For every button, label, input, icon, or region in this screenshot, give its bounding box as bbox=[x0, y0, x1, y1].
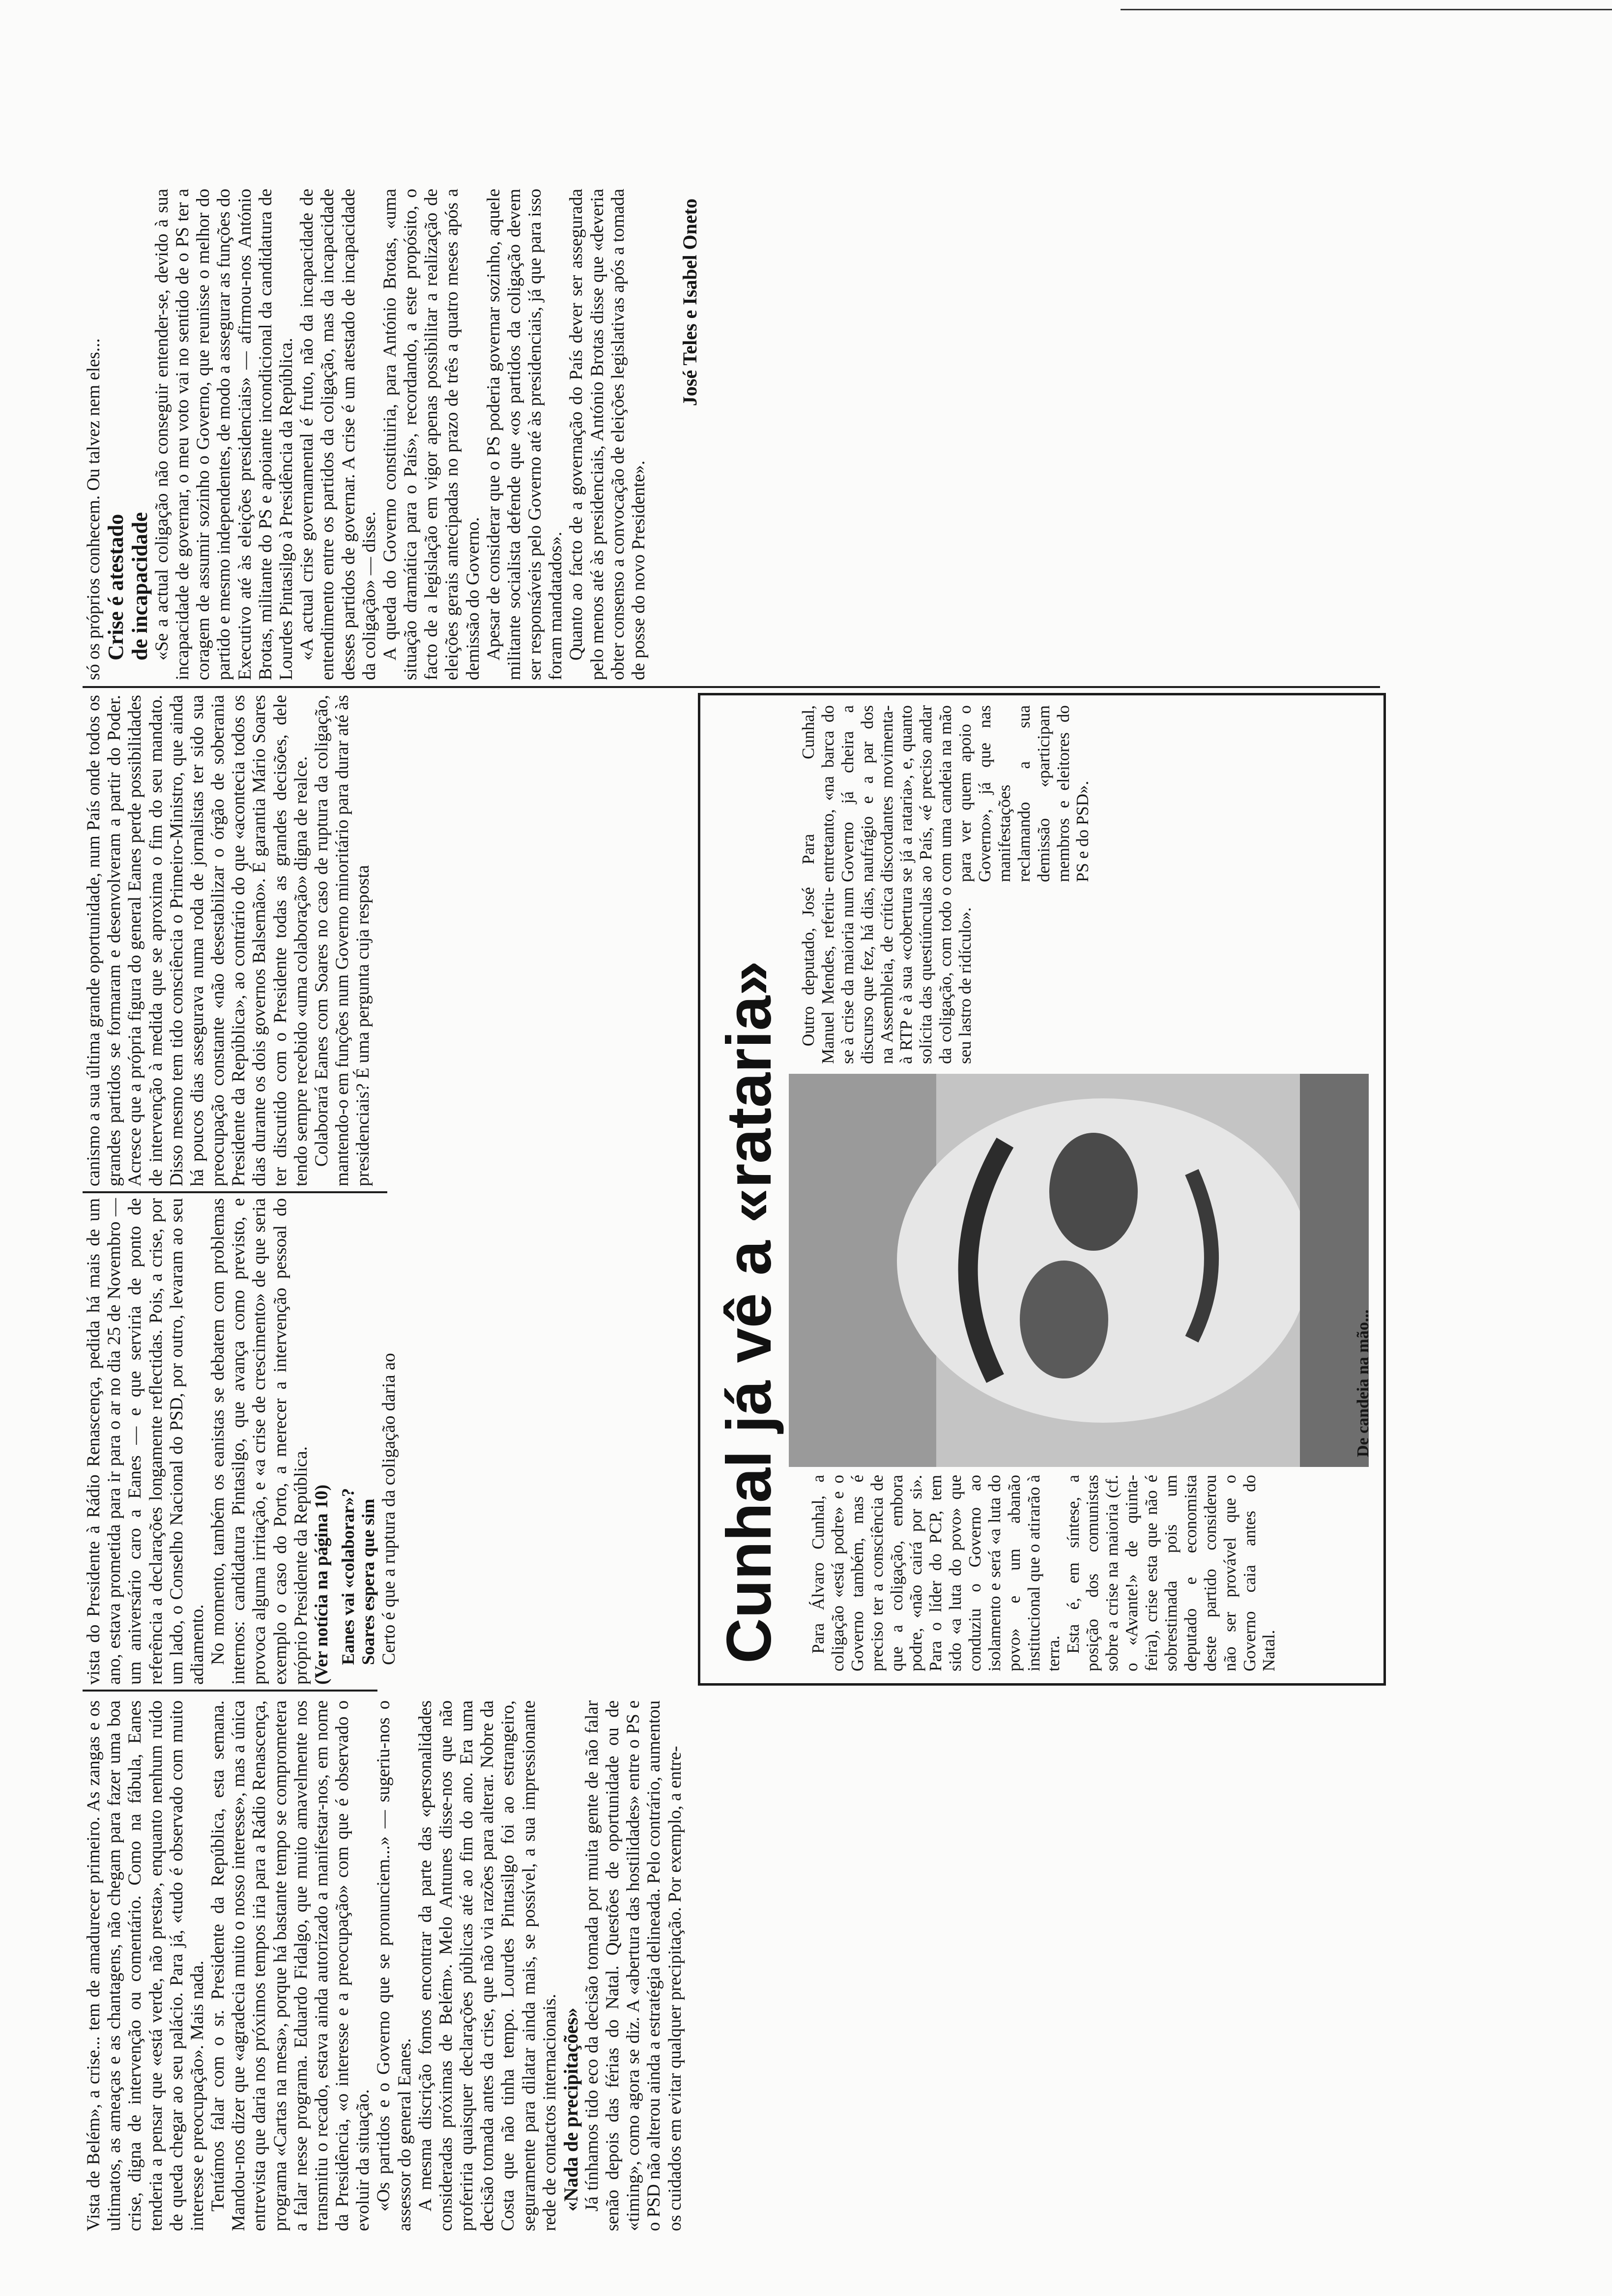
col4-paragraph-4: A queda do Governo constituiria, para António Brotas, «uma situação dramática para o País», recordando, a este propósito, o facto de a legislação em vigor apenas possibilitar a realização de eleições gerais antecipadas no prazo de três a quatro meses após a demissão do Governo. bbox=[379, 189, 483, 680]
column-2 bbox=[84, 1198, 575, 1685]
box-column-1 bbox=[808, 1475, 1374, 1671]
boxed-headline: Cunhal já vê a «rataria» bbox=[714, 960, 784, 1664]
rotated-article bbox=[69, 0, 1396, 2231]
col4-paragraph-2: «Se a actual coligação não conseguir entender-se, devido à sua incapacidade de governar, o meu voto vai no sentido de o PS ter a coragem de assumir sozinho o Governo, que reunisse o melhor do partido e mesmo independentes, de modo a assegurar as funções do Executivo até às eleições presidenciais» — afirmou-nos António Brotas, militante do PS e apoiante incondicional da candidatura de Lourdes Pintasilgo à Presidência da República. bbox=[151, 189, 296, 680]
box-column-3 bbox=[799, 705, 1374, 882]
col4-paragraph-3: «A actual crise governamental é fruto, não da incapacidade de entendimento entre os partidos da coligação, mas da incapacidade desses partidos de governar. A crise é um atestado de incapacidade da coligação» — disse. bbox=[297, 189, 379, 680]
column-1 bbox=[84, 1700, 685, 2231]
col3-paragraph-1: canismo a sua última grande oportunidade, num País onde todos os grandes partidos se formaram e desenvolveram a partir do Poder. Acresce que a própria figura do general Eanes perde possibilidades de intervenção à medida que se aproxima o fim do seu mandato. Disso mesmo tem tido consciência o Primeiro-Ministro, que ainda há poucos dias assegurava numa roda de jornalistas ter sido sua preocupação constante «não desestabilizar o órgão de soberania Presidente da República», ao contrário do que «acontecia todos os dias durante os dois governos Balsemão». É garantia Mário Soares ter discutido com o Presidente todas as grandes decisões, dele tendo sempre recebido «uma colaboração» digna de realce. bbox=[84, 695, 311, 1186]
col4-paragraph-1: só os próprios conhecem. Ou talvez nem eles... bbox=[84, 338, 104, 680]
box-paragraph-2: Esta é, em síntese, a posição dos comunistas sobre a crise na maioria (cf. o «Avante!» de quinta-feira), crise esta que não é sobrestimada pois um deputado e economista deste partido considerou não ser provável que o Governo caia antes do Natal. bbox=[1063, 1475, 1279, 1671]
col4-subhead-line-2: de incapacidade bbox=[127, 512, 152, 660]
portrait-photo bbox=[789, 1074, 1369, 1467]
column-3 bbox=[84, 695, 398, 1186]
col1-subheading: «Nada de precipitações» bbox=[559, 2008, 582, 2211]
photo-caption: De candeia na mão... bbox=[1354, 1309, 1372, 1457]
col1-paragraph-1: Vista de Belém», a crise... tem de amadurecer primeiro. As zangas e os ultimatos, as ameaças e as chantagens, não chegam para fazer uma boa crise, digna de intervenção ou comentário. Como na fábula, Eanes tenderia a pensar que «está verde, não presta», enquanto nenhum ruído de queda chegar ao seu palácio. Para já, «tudo é observado com muito interesse e preocupação». Mais nada. bbox=[84, 1700, 207, 2231]
col4-paragraph-6: Quanto ao facto de a governação do País dever ser assegurada pelo menos até às presidenciais, António Brotas disse que «deveria obter consenso a convocação de eleições legislativas após a tomada de posse do novo Presidente». bbox=[566, 189, 649, 680]
byline-signature: José Teles e Isabel Oneto bbox=[679, 199, 701, 406]
column-rule-3 bbox=[83, 686, 1380, 688]
box-paragraph-3: Outro deputado, José Manuel Mendes, referiu-se à crise da maioria num discurso que fez, há dias, na Assembleia, de crítica à RTP e à sua «cobertura solícita das questiúnculas da coligação, com todo o seu lastro de ridículo». bbox=[799, 887, 975, 1064]
col4-paragraph-5: Apesar de considerar que o PS poderia governar sozinho, aquele militante socialista defende que «os partidos da coligação devem ser responsáveis pelo Governo até às presidenciais, já que para isso foram mandatados». bbox=[483, 189, 566, 680]
col4-subhead-line-1: Crise é atestado bbox=[104, 514, 128, 660]
col3-paragraph-2: Colaborará Eanes com Soares no caso de ruptura da coligação, mantendo-o em funções num Governo minoritário para durar até às presidenciais? É uma pergunta cuja resposta bbox=[311, 695, 374, 1186]
col2-paragraph-3: Certo é que a ruptura da coligação daria ao bbox=[378, 1353, 399, 1665]
col2-paragraph-2: No momento, também os eanistas se debatem com problemas internos: candidatura Pintasilgo, que avança como previsto, e provoca alguma irritação, e «a crise de crescimento» de que seria exemplo o caso do Porto, a merecer a intervenção pessoal do próprio Presidente da República. bbox=[208, 1198, 311, 1685]
box-paragraph-4: Para Cunhal, entretanto, «na barca do Governo já cheira a naufrágio e a par dos discordantes movimenta-se já a rataria», e, quanto ao País, «é preciso andar com uma candeia na mão para ver quem apoio o Governo», já que nas manifestações reclamando a sua demissão «participam membros e eleitores do PS e do PSD». bbox=[799, 705, 1093, 882]
col2-kicker-2: Soares espera que sim bbox=[358, 1498, 378, 1665]
portrait-image bbox=[789, 1074, 1369, 1467]
column-rule-2 bbox=[83, 1191, 387, 1193]
col2-kicker-1: Eanes vai «colaborar»? bbox=[338, 1488, 358, 1665]
col1-paragraph-3: «Os partidos e o Governo que se pronunciem...» — sugeriu-nos o assessor do general Eanes. bbox=[374, 1700, 415, 2231]
box-column-2 bbox=[799, 887, 1374, 1064]
col1-paragraph-2: Tentámos falar com o sr. Presidente da República, esta semana. Mandou-nos dizer que «agradecia muito o nosso interesse», mas a única entrevista que daria nos próximos tempos iria para a Rádio Renascença, programa «Cartas na mesa», porque há bastante tempo se comprometera a falar nesse programa. Eduardo Fidalgo, que muito amavelmente nos transmitiu o recado, estava ainda autorizado a manifestar-nos, em nome da Presidência, «o interesse e a preocupação» com que é observado o evoluir da situação. bbox=[208, 1700, 374, 2231]
box-paragraph-1: Para Álvaro Cunhal, a coligação «está podre» e o Governo também, mas é preciso ter a consciência de que a coligação, embora podre, «não cairá por si». Para o líder do PCP, tem sido «a luta do povo» que conduziu o Governo ao isolamento e será «a luta do povo» e um abanão institucional que o atirarão à terra. bbox=[808, 1475, 1063, 1671]
column-4 bbox=[84, 189, 1381, 680]
col2-page-note: (Ver notícia na página 10) bbox=[311, 1484, 332, 1685]
column-rule-1 bbox=[83, 1690, 377, 1692]
newspaper-page bbox=[69, 0, 1396, 2231]
col2-paragraph-1: vista do Presidente à Rádio Renascença, pedida há mais de um ano, estava prometida para ir para o ar no dia 25 de Novembro — um aniversário caro a Eanes — e que serviria de ponto de referência a declarações longamente reflectidas. Pois, a crise, por um lado, o Conselho Nacional do PSD, por outro, levaram ao seu adiamento. bbox=[84, 1198, 207, 1685]
col1-paragraph-5: Já tínhamos tido eco da decisão tomada por muita gente de não falar senão depois das férias do Natal. Questões de oportunidade ou de «timing», como agora se diz. A «abertura das hostilidades» entre o PS e o PSD não alterou ainda a estratégia delineada. Pelo contrário, aumentou os cuidados em evitar qualquer precipitação. Por exemplo, a entre- bbox=[581, 1700, 685, 2231]
col1-paragraph-4: A mesma discrição fomos encontrar da parte das «personalidades consideradas próximas de Belém». Melo Antunes disse-nos que não proferiria quaisquer declarações públicas até ao fim do ano. Era uma decisão tomada antes da crise, que não via razões para alterar. Nobre da Costa que não tinha tempo. Lourdes Pintasilgo foi ao estrangeiro, seguramente para dilatar ainda mais, se possível, a sua impressionante rede de contactos internacionais. bbox=[415, 1700, 560, 2231]
boxed-story bbox=[698, 693, 1386, 1686]
